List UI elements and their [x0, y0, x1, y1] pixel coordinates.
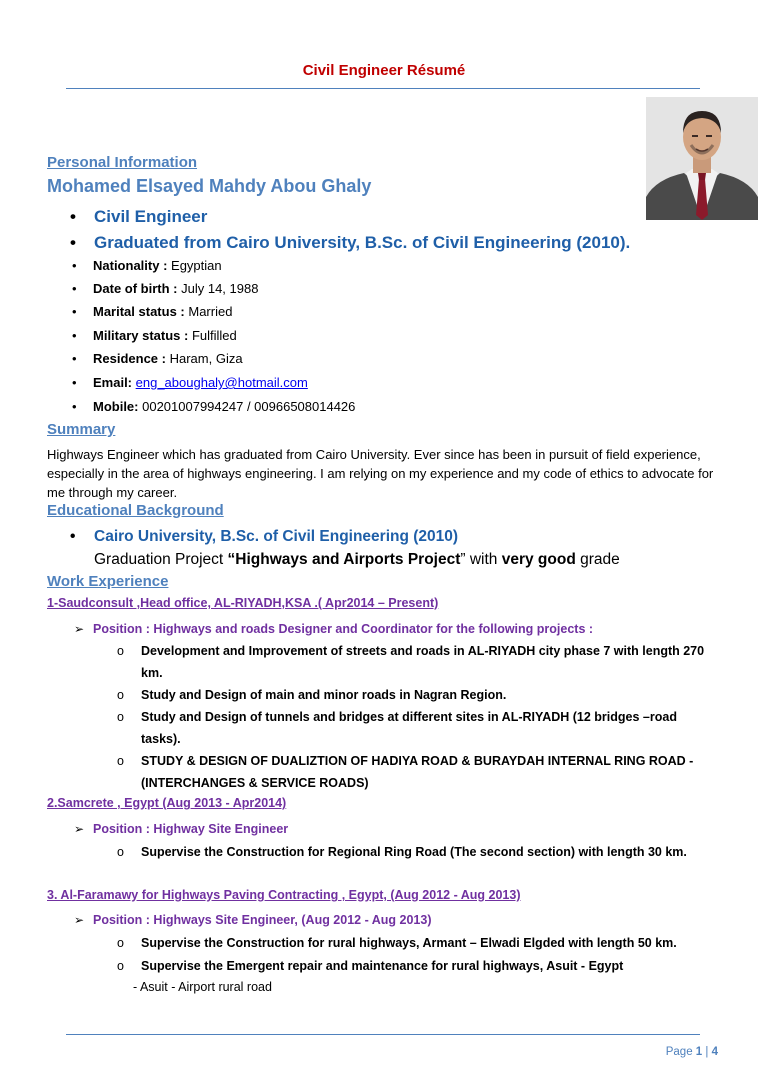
bullet-dot-icon: •: [70, 207, 76, 226]
task-text: Study and Design of tunnels and bridges at different sites in AL-RIYADH (12 bridges –road tasks).: [141, 710, 677, 746]
job-1-position: [74, 622, 593, 636]
field-label: Military status :: [93, 328, 189, 343]
candidate-name: Mohamed Elsayed Mahdy Abou Ghaly: [47, 176, 372, 196]
field-date-of-birth: [72, 281, 258, 296]
education-degree: [70, 528, 458, 546]
arrow-right-icon: ➢: [74, 822, 85, 836]
task-text: Supervise the Construction for rural highways, Armant – Elwadi Elgded with length 50 km.: [141, 936, 677, 950]
circle-o-icon: o: [117, 710, 124, 724]
header-divider: [66, 88, 700, 89]
position-text: Position : Highways and roads Designer and Coordinator for the following projects :: [93, 622, 594, 636]
task-text: Supervise the Emergent repair and maintenance for rural highways, Asuit - Egypt: [141, 959, 624, 973]
field-label: Marital status :: [93, 304, 185, 319]
bullet-dot-icon: •: [72, 328, 77, 343]
field-value: Married: [184, 304, 233, 319]
document-title: Civil Engineer Résumé: [302, 62, 466, 79]
job-1-title: 1-Saudconsult ,Head office, AL-RIYADH,KSA .( Apr2014 – Present): [47, 596, 439, 610]
task-text: Development and Improvement of streets and roads in AL-RIYADH city phase 7 with length 270 km.: [141, 644, 705, 680]
circle-o-icon: o: [117, 688, 124, 702]
field-label: Nationality :: [93, 258, 168, 273]
project-prefix: Graduation Project: [94, 551, 228, 568]
page-label: Page: [665, 1046, 696, 1058]
position-text: Position : Highways Site Engineer, (Aug 2012 - Aug 2013): [93, 913, 432, 927]
field-nationality: [72, 258, 222, 273]
field-email: [72, 375, 308, 390]
job-3-position: [74, 913, 432, 927]
person-photo-icon: [646, 97, 758, 220]
field-mobile: [72, 399, 355, 414]
bullet-dot-icon: •: [72, 375, 77, 390]
field-military-status: [72, 328, 237, 343]
job-2-title: 2.Samcrete , Egypt (Aug 2013 - Apr2014): [47, 796, 287, 810]
field-label: Email:: [93, 375, 133, 390]
bullet-dot-icon: •: [72, 258, 77, 273]
task-text: Supervise the Construction for Regional Ring Road (The second section) with length 30 km.: [141, 845, 687, 859]
field-label: Mobile:: [93, 399, 139, 414]
work-heading: Work Experience: [47, 573, 169, 590]
arrow-right-icon: ➢: [74, 622, 85, 636]
personal-info-heading: Personal Information: [47, 154, 198, 171]
email-link[interactable]: eng_aboughaly@hotmail.com: [135, 375, 308, 390]
graduation-project: [94, 551, 620, 569]
task-text: Study and Design of main and minor roads in Nagran Region.: [141, 688, 507, 702]
project-mid: ” with: [460, 551, 502, 568]
job-3-task-1: [117, 932, 717, 954]
job-1-task-2: [117, 684, 717, 706]
task-text: STUDY & DESIGN OF DUALIZTION OF HADIYA ROAD & BURAYDAH INTERNAL RING ROAD - (INTERCHANGES & SERVICE ROADS): [141, 754, 694, 790]
circle-o-icon: o: [117, 754, 124, 768]
summary-heading: Summary: [47, 421, 116, 438]
summary-text: Highways Engineer which has graduated from Cairo University. Ever since has been in pursuit of field experience, especially in the area of highways engineering. I am relying on my experience and my code of ethics to advocate for me through my career.: [47, 447, 714, 500]
field-label: Residence :: [93, 351, 166, 366]
degree-text: Cairo University, B.Sc. of Civil Engineering (2010): [94, 528, 459, 545]
title-bullet-2: [70, 233, 630, 253]
education-heading: Educational Background: [47, 502, 224, 519]
project-name: “Highways and Airports Project: [227, 551, 461, 568]
title-text-1: Civil Engineer: [94, 207, 208, 226]
project-suffix: grade: [575, 551, 620, 568]
profile-photo: [646, 97, 758, 220]
position-text: Position : Highway Site Engineer: [93, 822, 289, 836]
bullet-dot-icon: •: [70, 233, 76, 252]
job-3-task-2: [117, 955, 717, 977]
bullet-dot-icon: •: [72, 281, 77, 296]
field-value: Fulfilled: [188, 328, 237, 343]
job-3-title: 3. Al-Faramawy for Highways Paving Contracting , Egypt, (Aug 2012 - Aug 2013): [47, 888, 521, 902]
job-3-subline: - Asuit - Airport rural road: [133, 980, 272, 994]
bullet-dot-icon: •: [72, 304, 77, 319]
field-residence: [72, 351, 243, 366]
circle-o-icon: o: [117, 644, 124, 658]
page-number: [0, 1046, 718, 1058]
title-bullet-1: [70, 207, 207, 227]
job-1-task-1: [117, 640, 717, 684]
job-1-task-3: [117, 706, 717, 750]
field-value: Egyptian: [167, 258, 222, 273]
bullet-dot-icon: •: [72, 399, 77, 414]
title-text-2: Graduated from Cairo University, B.Sc. of Civil Engineering (2010).: [94, 233, 631, 252]
circle-o-icon: o: [117, 936, 124, 950]
bullet-dot-icon: •: [70, 528, 76, 545]
job-2-position: [74, 822, 288, 836]
field-value: Haram, Giza: [165, 351, 243, 366]
field-value: 00201007994247 / 00966508014426: [138, 399, 356, 414]
job-2-task-1: [117, 841, 717, 863]
circle-o-icon: o: [117, 959, 124, 973]
footer-divider: [66, 1034, 700, 1035]
field-marital-status: [72, 304, 232, 319]
field-label: Date of birth :: [93, 281, 178, 296]
project-grade: very good: [501, 551, 576, 568]
circle-o-icon: o: [117, 845, 124, 859]
arrow-right-icon: ➢: [74, 913, 85, 927]
page-total: 4: [711, 1046, 718, 1058]
field-value: July 14, 1988: [177, 281, 259, 296]
job-1-task-4: [117, 750, 717, 794]
page-sep: |: [702, 1046, 712, 1058]
bullet-dot-icon: •: [72, 351, 77, 366]
page-current: 1: [695, 1046, 703, 1058]
